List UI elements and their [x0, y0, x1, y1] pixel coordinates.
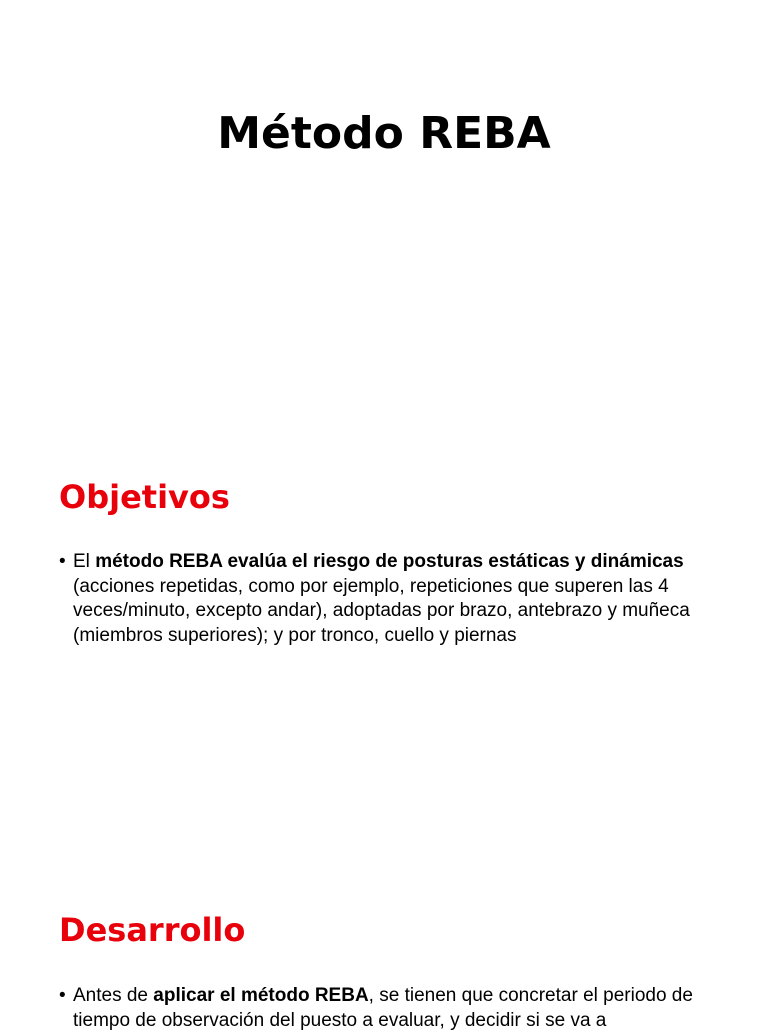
page-title: Método REBA — [217, 108, 551, 159]
bullet-icon: • — [59, 551, 66, 572]
desarrollo-text-bold: aplicar el método REBA — [153, 985, 369, 1006]
objetivos-bullet-item — [59, 550, 723, 648]
desarrollo-heading: Desarrollo — [59, 911, 246, 949]
bullet-icon: • — [59, 985, 66, 1006]
desarrollo-text-intro: Antes de — [73, 985, 154, 1006]
desarrollo-bullet-item — [59, 984, 723, 1033]
objetivos-heading: Objetivos — [59, 478, 230, 516]
objetivos-text-rest: (acciones repetidas, como por ejemplo, repeticiones que superen las 4 veces/minuto, excepto andar), adoptadas por brazo, antebrazo y muñeca (miembros superiores); y por tronco, cuello y piernas — [73, 575, 690, 646]
objetivos-text-bold: método REBA evalúa el riesgo de posturas estáticas y dinámicas — [95, 551, 684, 572]
objetivos-text-intro: El — [73, 551, 96, 572]
desarrollo-text-rest: , se tienen que concretar el periodo de tiempo de observación del puesto a evaluar, y decidir si se va a — [73, 985, 693, 1031]
